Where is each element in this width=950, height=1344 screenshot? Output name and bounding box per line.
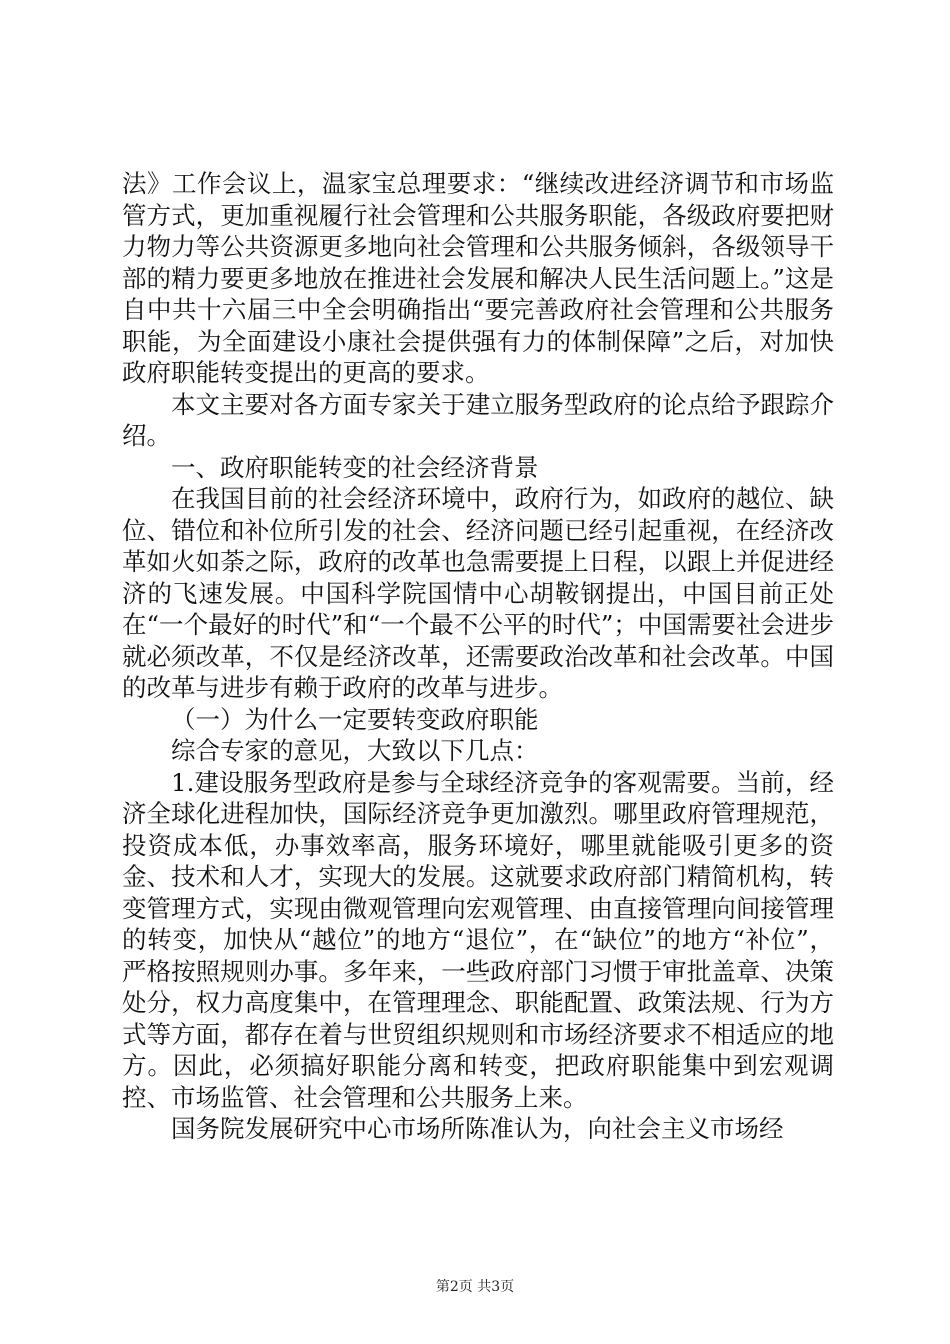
page-number-footer: 第2页 共3页 — [435, 1279, 515, 1295]
paragraph-continuation: 法》工作会议上，温家宝总理要求：“继续改进经济调节和市场监管方式，更加重视履行社会管理和公共服务职能，各级政府要把财力物力等公共资源更多地向社会管理和公共服务倾斜，各级领导干部的精力要更多地放在推进社会发展和解决人民生活问题上。”这是自中共十六届三中全会明确指出“要完善政府社会管理和公共服务职能，为全面建设小康社会提供强有力的体制保障”之后，对加快政府职能转变提出的更高的要求。 — [122, 169, 834, 387]
paragraph-final: 国务院发展研究中心市场所陈准认为，向社会主义市场经 — [171, 1114, 784, 1143]
paragraph-background: 在我国目前的社会经济环境中，政府行为，如政府的越位、缺位、错位和补位所引发的社会、经济问题已经引起重视，在经济改革如火如荼之际，政府的改革也急需要提上日程，以跟上并促进经济的飞速发展。中国科学院国情中心胡鞍钢提出，中国目前正处在“一个最好的时代”和“一个最不公平的时代”；中国需要社会进步就必须改革，不仅是经济改革，还需要政治改革和社会改革。中国的改革与进步有赖于政府的改革与进步。 — [122, 484, 834, 702]
subsection-heading: （一）为什么一定要转变政府职能 — [171, 704, 539, 734]
paragraph-summary: 综合专家的意见，大致以下几点： — [171, 736, 539, 765]
paragraph-intro: 本文主要对各方面专家关于建立服务型政府的论点给予跟踪介绍。 — [122, 389, 834, 450]
document-body — [122, 168, 834, 1145]
section-heading: 一、政府职能转变的社会经济背景 — [171, 452, 539, 482]
paragraph-point-1: 1.建设服务型政府是参与全球经济竞争的客观需要。当前，经济全球化进程加快，国际经济竞争更加激烈。哪里政府管理规范，投资成本低，办事效率高，服务环境好，哪里就能吸引更多的资金、技术和人才，实现大的发展。这就要求政府部门精简机构，转变管理方式，实现由微观管理向宏观管理、由直接管理向间接管理的转变，加快从“越位”的地方“退位”，在“缺位”的地方“补位”，严格按照规则办事。多年来，一些政府部门习惯于审批盖章、决策处分，权力高度集中，在管理理念、职能配置、政策法规、行为方式等方面，都存在着与世贸组织规则和市场经济要求不相适应的地方。因此，必须搞好职能分离和转变，把政府职能集中到宏观调控、市场监管、社会管理和公共服务上来。 — [122, 767, 834, 1112]
